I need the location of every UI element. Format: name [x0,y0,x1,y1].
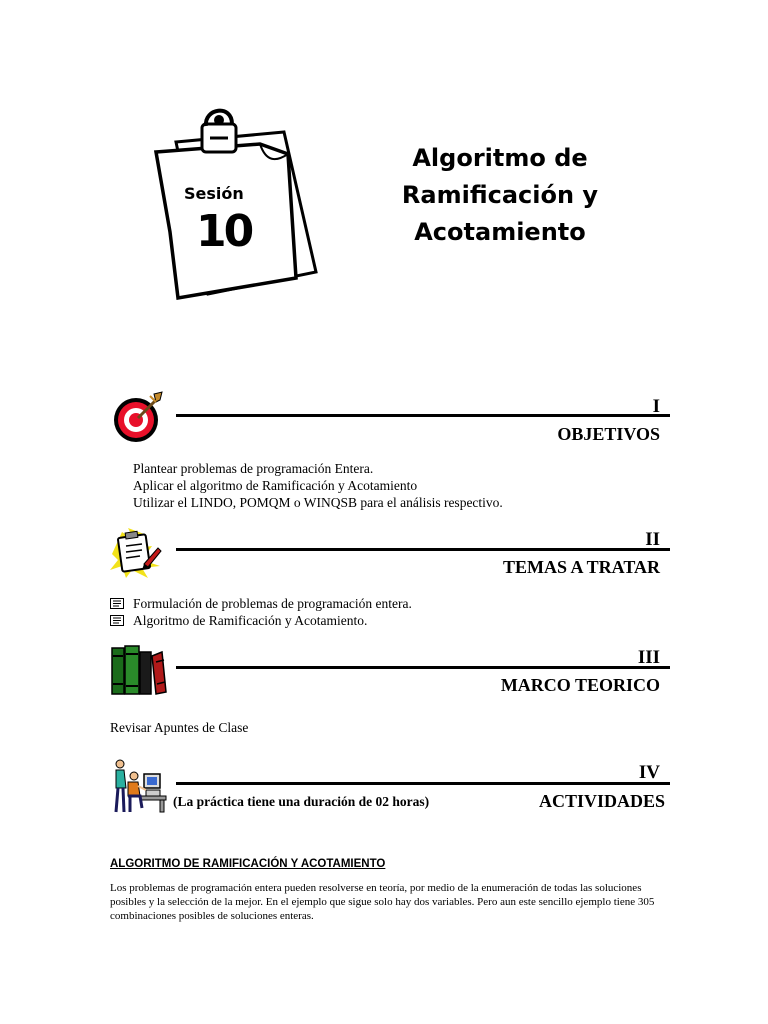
section-number: III [637,647,660,668]
theory-text: Revisar Apuntes de Clase [110,720,249,735]
duration-note: (La práctica tiene una duración de 02 horas) [173,794,430,809]
document-list-icon [110,615,124,626]
section-title: TEMAS A TRATAR [502,557,660,577]
people-computer-icon [110,756,168,814]
section-number: I [652,396,660,417]
topics-list [110,595,412,629]
list-item: Algoritmo de Ramificación y Acotamiento. [110,612,412,629]
target-dart-icon [110,388,168,446]
section-title: ACTIVIDADES [538,791,665,811]
section-rule [176,548,670,551]
body-heading: ALGORITMO DE RAMIFICACIÓN Y ACOTAMIENTO [110,858,386,870]
section-rule [176,666,670,669]
page-title [380,140,620,251]
list-item: Plantear problemas de programación Entera. [133,461,374,476]
title-line: Acotamiento [414,218,586,246]
books-icon [110,644,168,696]
section-title: MARCO TEORICO [500,675,660,695]
title-line: Algoritmo de [412,144,588,172]
document-list-icon [110,598,124,609]
objectives-list [110,460,503,511]
session-number: 10 [196,206,252,257]
section-rule [176,414,670,417]
list-item: Formulación de problemas de programación entera. [110,595,412,612]
session-label: Sesión [184,184,244,203]
body-paragraph: Los problemas de programación entera pueden resolverse en teoría, por medio de la enumeración de todas las soluciones posibles y la selección de la mejor. En el ejemplo que sigue solo hay dos variables. Pero aun este sencillo ejemplo tiene 305 combinaciones posibles de soluciones enteras. [110,882,655,922]
section-title: OBJETIVOS [557,424,660,444]
title-line: Ramificación y [401,181,599,209]
section-number: IV [638,762,660,783]
list-item: Aplicar el algoritmo de Ramificación y Acotamiento [133,478,418,493]
list-item: Utilizar el LINDO, POMQM o WINQSB para el análisis respectivo. [133,495,503,510]
section-number: II [645,529,660,550]
clipboard-pencil-icon [108,526,164,578]
section-rule [176,782,670,785]
